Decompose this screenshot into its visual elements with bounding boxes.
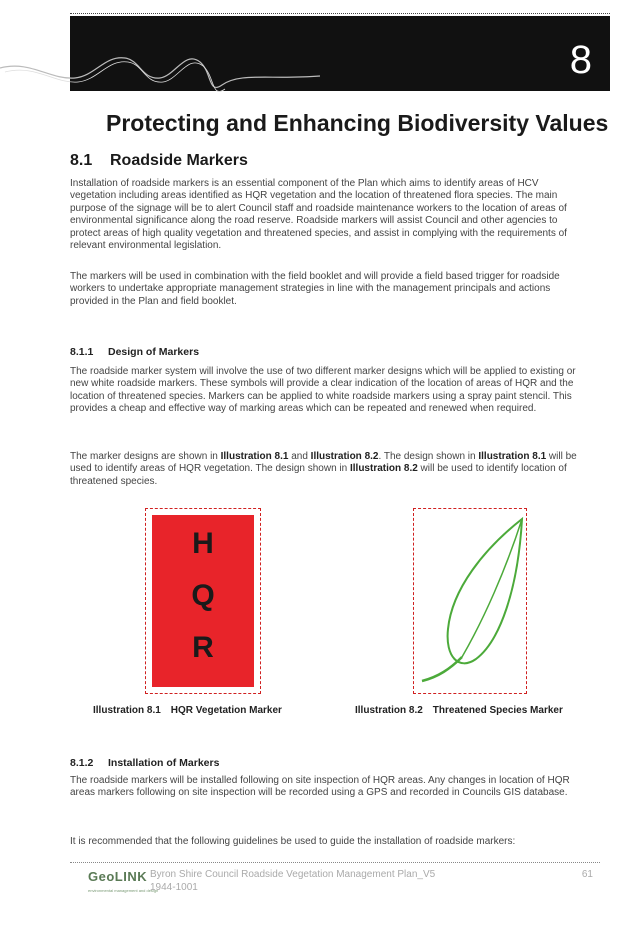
caption-illustration-8-2	[355, 705, 563, 716]
marker-letter: Q	[191, 579, 215, 612]
chapter-number: 8	[569, 38, 592, 82]
geolink-logo	[88, 869, 159, 899]
install-paragraph: The roadside markers will be installed following on site inspection of HQR areas. Any changes in location of HQR areas markers following on site inspection will be recorded using a GPS and recorded in Councils GIS database.	[70, 775, 570, 799]
ref-text: will be used to identify location of threatened species.	[70, 463, 567, 487]
logo-tagline: environmental management and design	[88, 888, 159, 893]
subsection-title: Design of Markers	[108, 346, 200, 358]
subsection-heading-install	[70, 757, 219, 769]
leaf-icon	[414, 509, 526, 693]
hqr-marker-panel	[152, 515, 254, 687]
ref-text: and	[288, 451, 311, 462]
guidelines-paragraph: It is recommended that the following guidelines be used to guide the installation of roadside markers:	[70, 836, 516, 847]
swoosh-decoration	[0, 40, 320, 115]
hqr-marker-illustration	[145, 508, 261, 694]
footer-doc-title: Byron Shire Council Roadside Vegetation Management Plan_V5	[150, 869, 436, 880]
ref-text: The marker designs are shown in	[70, 451, 221, 462]
ref-text: . The design shown in	[378, 451, 479, 462]
footer-document-info	[150, 869, 435, 894]
section-heading	[70, 152, 248, 170]
illustration-ref: Illustration 8.1	[478, 451, 547, 462]
subsection-number: 8.1.1	[70, 346, 94, 358]
caption-text: Threatened Species Marker	[432, 705, 563, 716]
marker-letter: R	[192, 631, 214, 664]
illustration-ref: Illustration 8.2	[349, 463, 418, 475]
page-number: 61	[581, 869, 593, 880]
caption-text: HQR Vegetation Marker	[170, 705, 282, 716]
footer-rule	[70, 862, 600, 863]
footer-doc-code: 1944-1001	[150, 881, 198, 893]
header-rule	[70, 13, 610, 14]
intro-paragraph: Installation of roadside markers is an essential component of the Plan which aims to identify areas of HCV vegetation including areas identified as HQR vegetation and the location of threatened flora species. The main purpose of the signage will be to alert Council staff and roadside maintenance workers to the location of areas of environmental significance along the road reserve. Roadside markers will assist Council and other agencies to protect areas of high quality vegetation and threatened species, and assist in complying with the requirements of relevant environmental legislation.	[70, 178, 567, 252]
section-title: Roadside Markers	[110, 152, 248, 169]
logo-text: GeoLINK	[88, 869, 148, 884]
page-title: Protecting and Enhancing Biodiversity Values	[106, 110, 609, 136]
reference-paragraph	[70, 451, 585, 488]
usage-paragraph: The markers will be used in combination with the field booklet and will provide a field based trigger for roadside workers to undertake appropriate management strategies in line with the management principals and actions provided in the Plan and field booklet.	[70, 271, 560, 307]
caption-number: Illustration 8.2	[355, 705, 423, 716]
design-paragraph: The roadside marker system will involve the use of two different marker designs which will be applied to existing or new white roadside markers. These symbols will provide a clear indication of the location of areas of HQR and the location of threatened species. Markers can be applied to white roadside markers using a spray paint stencil. This provides a cheap and effective way of marking areas which can be repeated and renewed when required.	[70, 366, 576, 415]
illustration-ref: Illustration 8.2	[310, 451, 379, 462]
caption-illustration-8-1	[93, 705, 282, 716]
section-number: 8.1	[70, 152, 93, 169]
caption-number: Illustration 8.1	[93, 705, 161, 716]
illustration-ref: Illustration 8.1	[220, 451, 289, 462]
species-marker-illustration	[413, 508, 527, 694]
subsection-title: Installation of Markers	[108, 757, 220, 769]
ref-text: will be used to identify areas of HQR vegetation. The design shown in	[70, 451, 577, 475]
subsection-number: 8.1.2	[70, 757, 94, 769]
subsection-heading-design	[70, 346, 199, 358]
marker-letter: H	[192, 527, 214, 560]
